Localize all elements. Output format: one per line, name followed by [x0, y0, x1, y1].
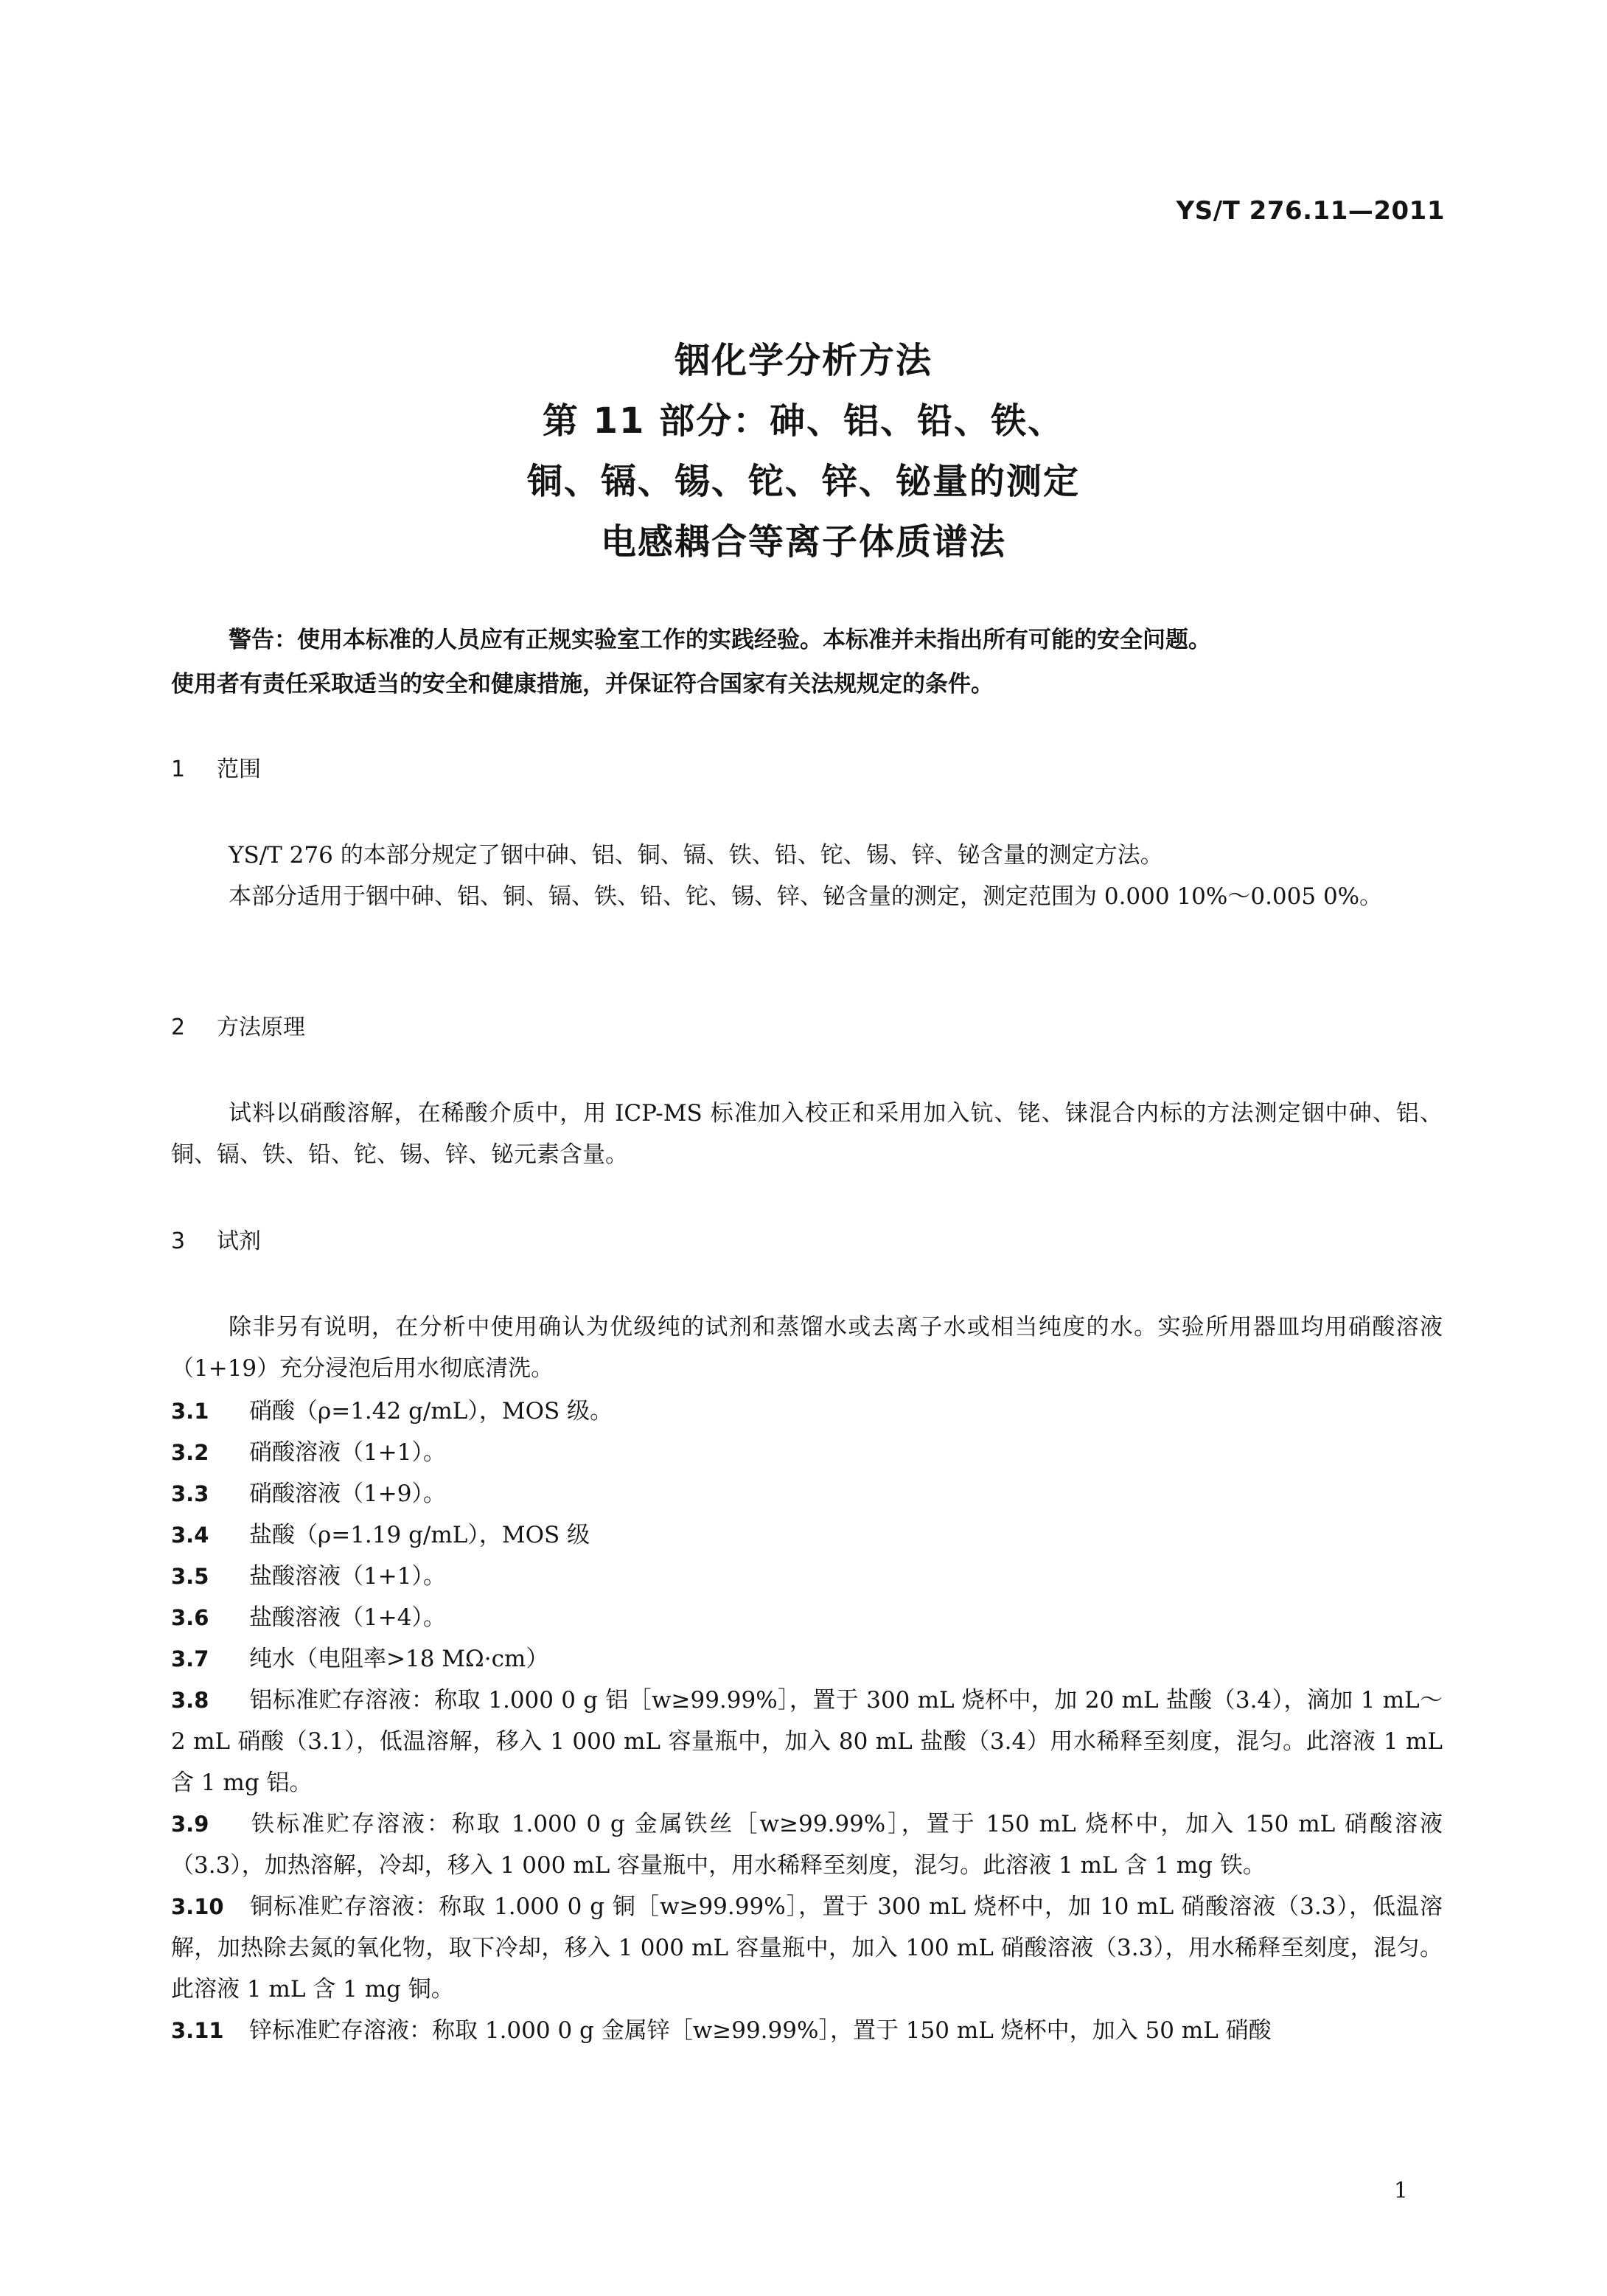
item-number: 3.11	[171, 2018, 224, 2043]
section-number: 3	[171, 1228, 186, 1254]
item-text: 盐酸溶液（1+4）。	[249, 1604, 446, 1631]
paragraph: 除非另有说明，在分析中使用确认为优级纯的试剂和蒸馏水或去离子水或相当纯度的水。实验所用器皿均用硝酸溶液（1+19）充分浸泡后用水彻底清洗。	[171, 1314, 1443, 1382]
standard-number: YS/T 276.11—2011	[1176, 196, 1445, 226]
section-body-scope	[171, 835, 1443, 917]
item-number: 3.6	[171, 1605, 209, 1630]
paragraph: 本部分适用于铟中砷、铝、铜、镉、铁、铅、铊、锡、锌、铋含量的测定，测定范围为 0.000 10%～0.005 0%。	[229, 883, 1383, 910]
section-title: 试剂	[217, 1228, 261, 1254]
section-title: 范围	[217, 756, 261, 782]
section-heading-scope	[171, 755, 261, 785]
item-number: 3.7	[171, 1646, 209, 1671]
item-number: 3.1	[171, 1399, 209, 1424]
item-number: 3.3	[171, 1481, 209, 1506]
list-item	[171, 1556, 1443, 1597]
list-item	[171, 1680, 1443, 1803]
item-text: 盐酸（ρ=1.19 g/mL），MOS 级	[249, 1522, 590, 1548]
item-text: 铜标准贮存溶液：称取 1.000 0 g 铜［w≥99.99%］，置于 300 mL 烧杯中，加 10 mL 硝酸溶液（3.3），低温溶解，加热除去氮的氧化物，取下冷却，移入 1 000 mL 容量瓶中，加入 100 mL 硝酸溶液（3.3），用水稀释至刻度，混匀。此溶液 1 mL 含 1 mg 铜。	[171, 1893, 1443, 2003]
item-number: 3.4	[171, 1523, 209, 1548]
section-number: 1	[171, 756, 186, 782]
item-number: 3.5	[171, 1564, 209, 1589]
page-number: 1	[1393, 2178, 1408, 2204]
list-item	[171, 1514, 1443, 1556]
section-heading-reagents	[171, 1227, 261, 1256]
list-item	[171, 1803, 1443, 1886]
paragraph: YS/T 276 的本部分规定了铟中砷、铝、铜、镉、铁、铅、铊、锡、锌、铋含量的测定方法。	[229, 842, 1163, 869]
item-number: 3.10	[171, 1894, 224, 1919]
warning-line-2: 使用者有责任采取适当的安全和健康措施，并保证符合国家有关法规规定的条件。	[171, 671, 994, 698]
item-text: 铁标准贮存溶液：称取 1.000 0 g 金属铁丝［w≥99.99%］，置于 150 mL 烧杯中，加入 150 mL 硝酸溶液（3.3），加热溶解，冷却，移入 1 000 mL 容量瓶中，用水稀释至刻度，混匀。此溶液 1 mL 含 1 mg 铁。	[171, 1811, 1443, 1879]
title-line-1: 铟化学分析方法	[674, 340, 933, 381]
list-item	[171, 1597, 1443, 1638]
section-title: 方法原理	[217, 1015, 305, 1040]
item-number: 3.2	[171, 1440, 209, 1465]
item-number: 3.9	[171, 1812, 209, 1837]
warning-notice	[171, 618, 1443, 706]
item-text: 纯水（电阻率>18 MΩ·cm）	[249, 1646, 549, 1672]
item-text: 锌标准贮存溶液：称取 1.000 0 g 金属锌［w≥99.99%］，置于 150 mL 烧杯中，加入 50 mL 硝酸	[249, 2017, 1272, 2044]
section-body-reagents	[171, 1307, 1443, 1389]
document-title	[0, 330, 1607, 572]
paragraph: 试料以硝酸溶解，在稀酸介质中，用 ICP-MS 标准加入校正和采用加入钪、铑、铼混合内标的方法测定铟中砷、铝、铜、镉、铁、铅、铊、锡、锌、铋元素含量。	[171, 1100, 1443, 1168]
reagent-list	[171, 1391, 1443, 2051]
item-text: 硝酸溶液（1+1）。	[249, 1439, 446, 1466]
title-line-3: 铜、镉、锡、铊、锌、铋量的测定	[526, 461, 1080, 502]
list-item	[171, 1638, 1443, 1680]
item-number: 3.8	[171, 1688, 209, 1713]
list-item	[171, 1391, 1443, 1432]
list-item	[171, 1473, 1443, 1514]
section-body-principle	[171, 1093, 1443, 1175]
item-text: 硝酸溶液（1+9）。	[249, 1481, 446, 1507]
item-text: 盐酸溶液（1+1）。	[249, 1563, 446, 1590]
title-line-2: 第 11 部分：砷、铝、铅、铁、	[542, 400, 1065, 442]
section-heading-principle	[171, 1013, 305, 1043]
warning-line-1: 警告：使用本标准的人员应有正规实验室工作的实践经验。本标准并未指出所有可能的安全问题。	[229, 627, 1211, 653]
list-item	[171, 2010, 1443, 2051]
list-item	[171, 1432, 1443, 1473]
item-text: 硝酸（ρ=1.42 g/mL），MOS 级。	[249, 1398, 613, 1424]
section-number: 2	[171, 1015, 186, 1040]
list-item	[171, 1886, 1443, 2010]
item-text: 铝标准贮存溶液：称取 1.000 0 g 铝［w≥99.99%］，置于 300 mL 烧杯中，加 20 mL 盐酸（3.4），滴加 1 mL～2 mL 硝酸（3.1），低温溶解，移入 1 000 mL 容量瓶中，加入 80 mL 盐酸（3.4）用水稀释至刻度，混匀。此溶液 1 mL 含 1 mg 铝。	[171, 1687, 1443, 1796]
title-line-4: 电感耦合等离子体质谱法	[600, 521, 1006, 563]
